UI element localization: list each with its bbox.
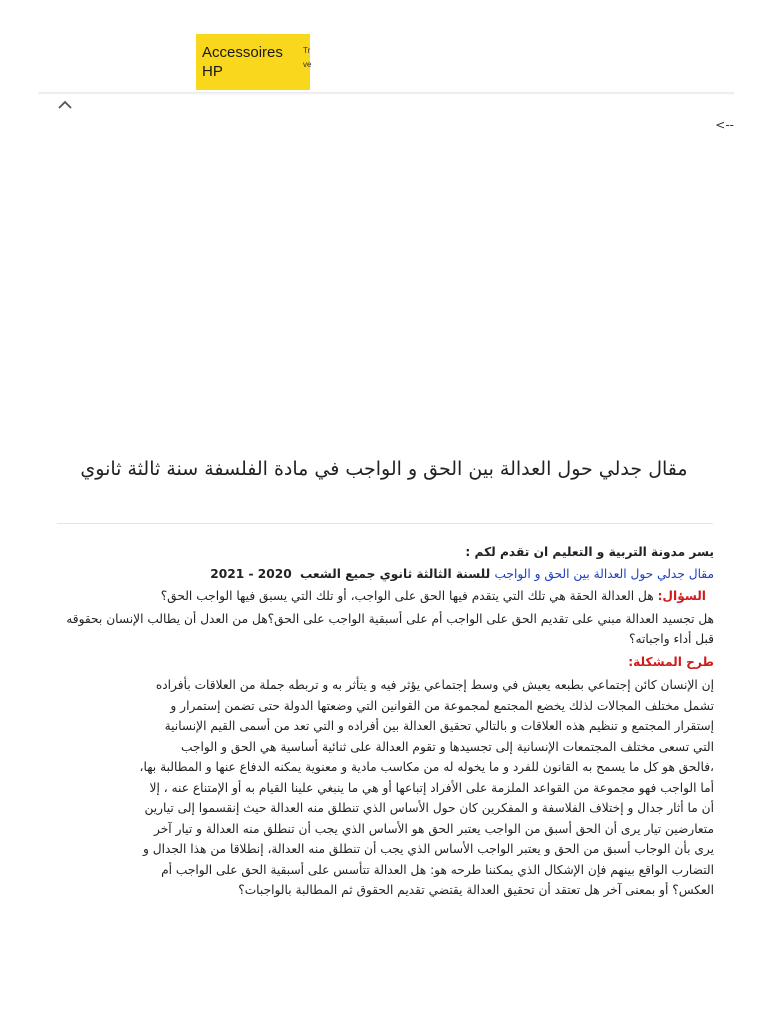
body-line: إستقرار المجتمع و تنظيم هذه العلاقات و بالتالي تحقيق العدالة بين أفراده و التي تعد من أسمى القيم الإنسانية [164, 719, 714, 733]
body-line: أن ما أثار جدال و إختلاف الفلاسفة و المفكرين كان حول الأساس الذي تنطلق منه العدالة حيث إنقسموا إلى تيارين [144, 801, 714, 815]
ad-brand-box[interactable] [196, 34, 295, 90]
ad-side-line1: Tr [303, 46, 311, 55]
subject-line [58, 563, 714, 585]
ad-divider-shadow [38, 92, 734, 95]
school-year: 2020 - 2021 [210, 567, 292, 581]
problem-paragraph [58, 675, 714, 901]
article-body [58, 541, 714, 901]
ad-brand-line2: HP [202, 63, 223, 80]
problem-label: طرح المشكلة: [628, 655, 714, 669]
body-line: أما الواجب فهو مجموعة من القواعد الملزمة على الأفراد إتباعها أو هي ما ينبغي علينا القيام به أو الإمتناع عنه ، إلا [149, 780, 714, 795]
question-line-2: هل تجسيد العدالة مبني على تقديم الحق على الواجب أم على أسبقية الواجب على الحق؟هل من العدل أن يطالب الإنسان بحقوقه قبل أداء واجباته؟ [66, 612, 714, 646]
question-label: السؤال: [657, 589, 706, 603]
title-divider [57, 523, 713, 524]
question-line [58, 585, 714, 607]
ad-banner[interactable] [196, 34, 310, 90]
body-line: إن الإنسان كائن إجتماعي بطبعه يعيش في وسط إجتماعي يؤثر فيه و يتأثر به و تربطه جملة من العلاقات بأفراده [155, 678, 714, 692]
body-line: ،فالحق هو كل ما يسمح به القانون للفرد و ما يخوله له من مكاسب مادية و معنوية يمكنه الدفاع عنها و المطالبة بها، [139, 760, 714, 774]
body-line: التضارب الواقع بينهم فإن الإشكال الذي يمكننا طرحه هو: هل العدالة تتأسس على أسبقية الحق على الواجب أم [161, 862, 714, 877]
subject-suffix: للسنة الثالثة ثانوي جميع الشعب [299, 567, 491, 581]
comment-marker: <-- [715, 118, 734, 132]
ad-brand-line1: Accessoires [202, 44, 283, 61]
body-line: التي تسعى مختلف المجتمعات الإنسانية إلى تجسيدها و تقوم العدالة على ثنائية أساسية هي الحق و الواجب [180, 739, 714, 754]
body-line: تشمل مختلف المجالات لذلك يخضع المجتمع لمجموعة من القوانين التي وضعتها الدولة حتى تضمن إستمرار و [170, 698, 714, 713]
intro-text: يسر مدونة التربية و التعليم ان تقدم لكم : [465, 545, 714, 559]
ad-side-text[interactable] [295, 34, 310, 90]
chevron-up-icon[interactable] [56, 97, 74, 111]
ad-side-line2: ve [303, 60, 312, 69]
article-link[interactable]: مقال جدلي حول العدالة بين الحق و الواجب [494, 567, 714, 581]
question-text: هل العدالة الحقة هي تلك التي يتقدم فيها الحق على الواجب، أو تلك التي يسبق فيها الواجب الحق؟ [160, 589, 654, 603]
body-line: متعارضين تيار يرى أن الحق أسبق من الواجب يعتبر الحق هو الأساس الذي يجب أن تنطلق منه العدالة و تيار آخر [154, 821, 714, 836]
body-line: العكس؟ أو بمعنى آخر هل تعتقد أن تحقيق العدالة يقتضي تقديم الحقوق ثم المطالبة بالواجبات؟ [238, 883, 714, 897]
article-title: مقال جدلي حول العدالة بين الحق و الواجب في مادة الفلسفة سنة ثالثة ثانوي [80, 458, 688, 480]
body-line: يرى بأن الوجاب أسبق من الحق و يعتبر الواجب الأساس الذي يجب أن تنطلق منه العدالة، إنطلاقا من هذا الجدال و [143, 842, 714, 856]
